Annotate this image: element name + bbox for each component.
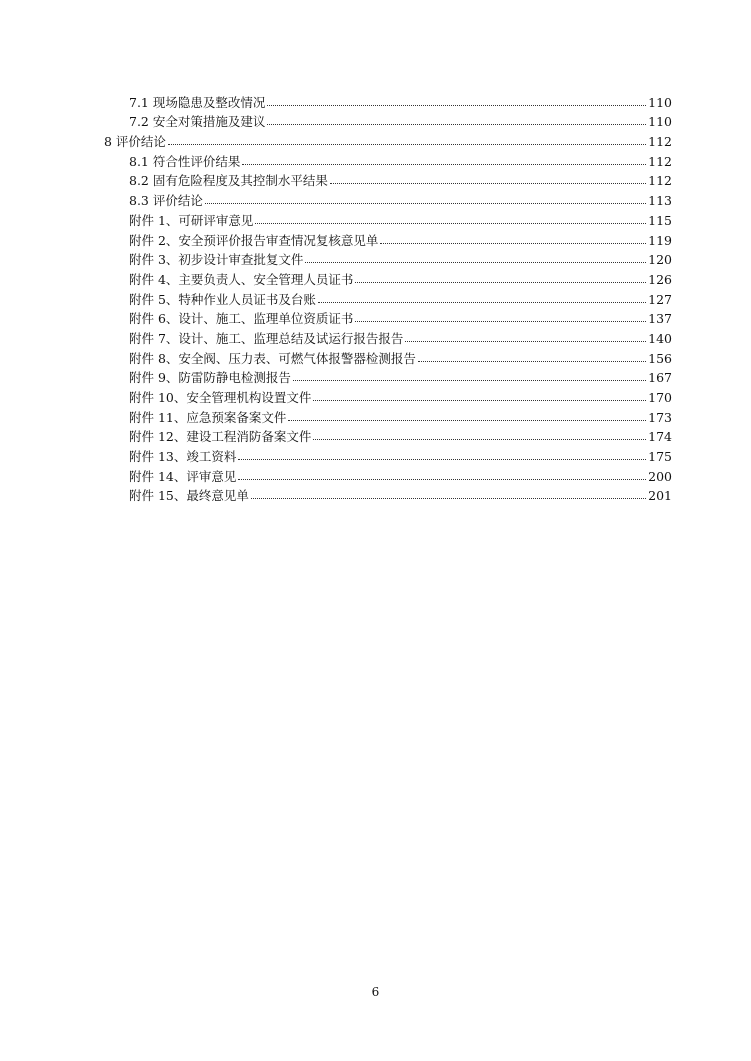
toc-entry-label: 附件 12、建设工程消防备案文件 (129, 429, 312, 445)
toc-entry[interactable] (0, 307, 751, 327)
toc-entry-page: 110 (648, 94, 672, 110)
toc-entry-page: 174 (648, 429, 672, 445)
dot-leader (313, 400, 646, 401)
dot-leader (238, 459, 646, 460)
toc-entry[interactable] (0, 405, 751, 425)
page-number: 6 (371, 985, 380, 999)
dot-leader (355, 321, 646, 322)
dot-leader (418, 361, 646, 362)
toc-entry-page: 110 (648, 114, 672, 130)
toc-entry-page: 113 (648, 193, 672, 209)
table-of-contents (0, 90, 751, 503)
toc-entry-label: 附件 6、设计、施工、监理单位资质证书 (129, 311, 354, 327)
dot-leader (313, 439, 646, 440)
toc-entry[interactable] (0, 366, 751, 386)
toc-entry-page: 175 (648, 449, 672, 465)
dot-leader (251, 498, 646, 499)
toc-entry-page: 156 (648, 350, 672, 366)
dot-leader (405, 341, 646, 342)
toc-entry-label: 8.2 固有危险程度及其控制水平结果 (129, 173, 328, 189)
toc-entry[interactable] (0, 110, 751, 130)
toc-entry-label: 附件 8、安全阀、压力表、可燃气体报警器检测报告 (129, 350, 416, 366)
toc-entry-page: 112 (648, 173, 672, 189)
toc-entry-label: 附件 10、安全管理机构设置文件 (129, 390, 312, 405)
dot-leader (380, 243, 646, 244)
toc-entry-label: 附件 7、设计、施工、监理总结及试运行报告报告 (129, 330, 404, 346)
toc-entry[interactable] (0, 90, 751, 110)
toc-entry[interactable] (0, 149, 751, 169)
toc-entry-page: 170 (648, 390, 672, 405)
toc-entry-page: 127 (648, 291, 672, 307)
dot-leader (242, 164, 646, 165)
toc-entry[interactable] (0, 287, 751, 307)
toc-entry[interactable] (0, 425, 751, 445)
toc-entry-page: 126 (648, 271, 672, 287)
toc-entry[interactable] (0, 208, 751, 228)
toc-entry-label: 7.2 安全对策措施及建议 (129, 114, 266, 130)
toc-entry-label: 附件 5、特种作业人员证书及台账 (129, 291, 316, 307)
dot-leader (205, 203, 646, 204)
toc-entry-label: 附件 2、安全预评价报告审查情况复核意见单 (129, 232, 379, 248)
dot-leader (318, 302, 646, 303)
dot-leader (355, 282, 646, 283)
toc-entry[interactable] (0, 228, 751, 248)
toc-entry-page: 201 (648, 488, 672, 504)
toc-entry[interactable] (0, 169, 751, 189)
toc-entry-label: 附件 15、最终意见单 (129, 488, 249, 504)
toc-entry-label: 附件 4、主要负责人、安全管理人员证书 (129, 271, 354, 287)
toc-entry-label: 附件 14、评审意见 (129, 468, 237, 484)
toc-entry-page: 140 (648, 330, 672, 346)
toc-entry-page: 120 (648, 252, 672, 268)
toc-entry-label: 附件 1、可研评审意见 (129, 212, 254, 228)
toc-entry-label: 8 评价结论 (104, 134, 166, 150)
dot-leader (267, 124, 646, 125)
toc-entry-page: 112 (648, 153, 672, 169)
toc-entry-label: 附件 13、竣工资料 (129, 449, 237, 465)
toc-entry[interactable] (0, 444, 751, 464)
toc-entry[interactable] (0, 129, 751, 149)
dot-leader (238, 479, 646, 480)
dot-leader (288, 420, 646, 421)
toc-entry-page: 119 (648, 232, 672, 248)
toc-entry-page: 200 (648, 468, 672, 484)
dot-leader (168, 144, 646, 145)
toc-entry-page: 137 (648, 311, 672, 327)
toc-entry-label: 附件 3、初步设计审查批复文件 (129, 252, 304, 268)
toc-entry-page: 173 (648, 409, 672, 425)
toc-entry-label: 附件 9、防雷防静电检测报告 (129, 370, 291, 386)
toc-entry[interactable] (0, 248, 751, 268)
dot-leader (267, 105, 646, 106)
toc-entry[interactable] (0, 346, 751, 366)
toc-entry[interactable] (0, 484, 751, 504)
toc-entry[interactable] (0, 326, 751, 346)
toc-entry[interactable] (0, 188, 751, 208)
dot-leader (293, 380, 646, 381)
toc-entry[interactable] (0, 267, 751, 287)
toc-entry-label: 7.1 现场隐患及整改情况 (129, 94, 266, 110)
dot-leader (305, 262, 646, 263)
toc-entry-label: 8.3 评价结论 (129, 193, 203, 209)
toc-entry-page: 112 (648, 134, 672, 150)
dot-leader (255, 223, 646, 224)
toc-entry-page: 115 (648, 212, 672, 228)
toc-entry-label: 8.1 符合性评价结果 (129, 153, 241, 169)
dot-leader (330, 183, 646, 184)
toc-entry[interactable] (0, 464, 751, 484)
toc-entry[interactable] (0, 385, 751, 405)
toc-entry-label: 附件 11、应急预案备案文件 (129, 409, 287, 425)
toc-entry-page: 167 (648, 370, 672, 386)
